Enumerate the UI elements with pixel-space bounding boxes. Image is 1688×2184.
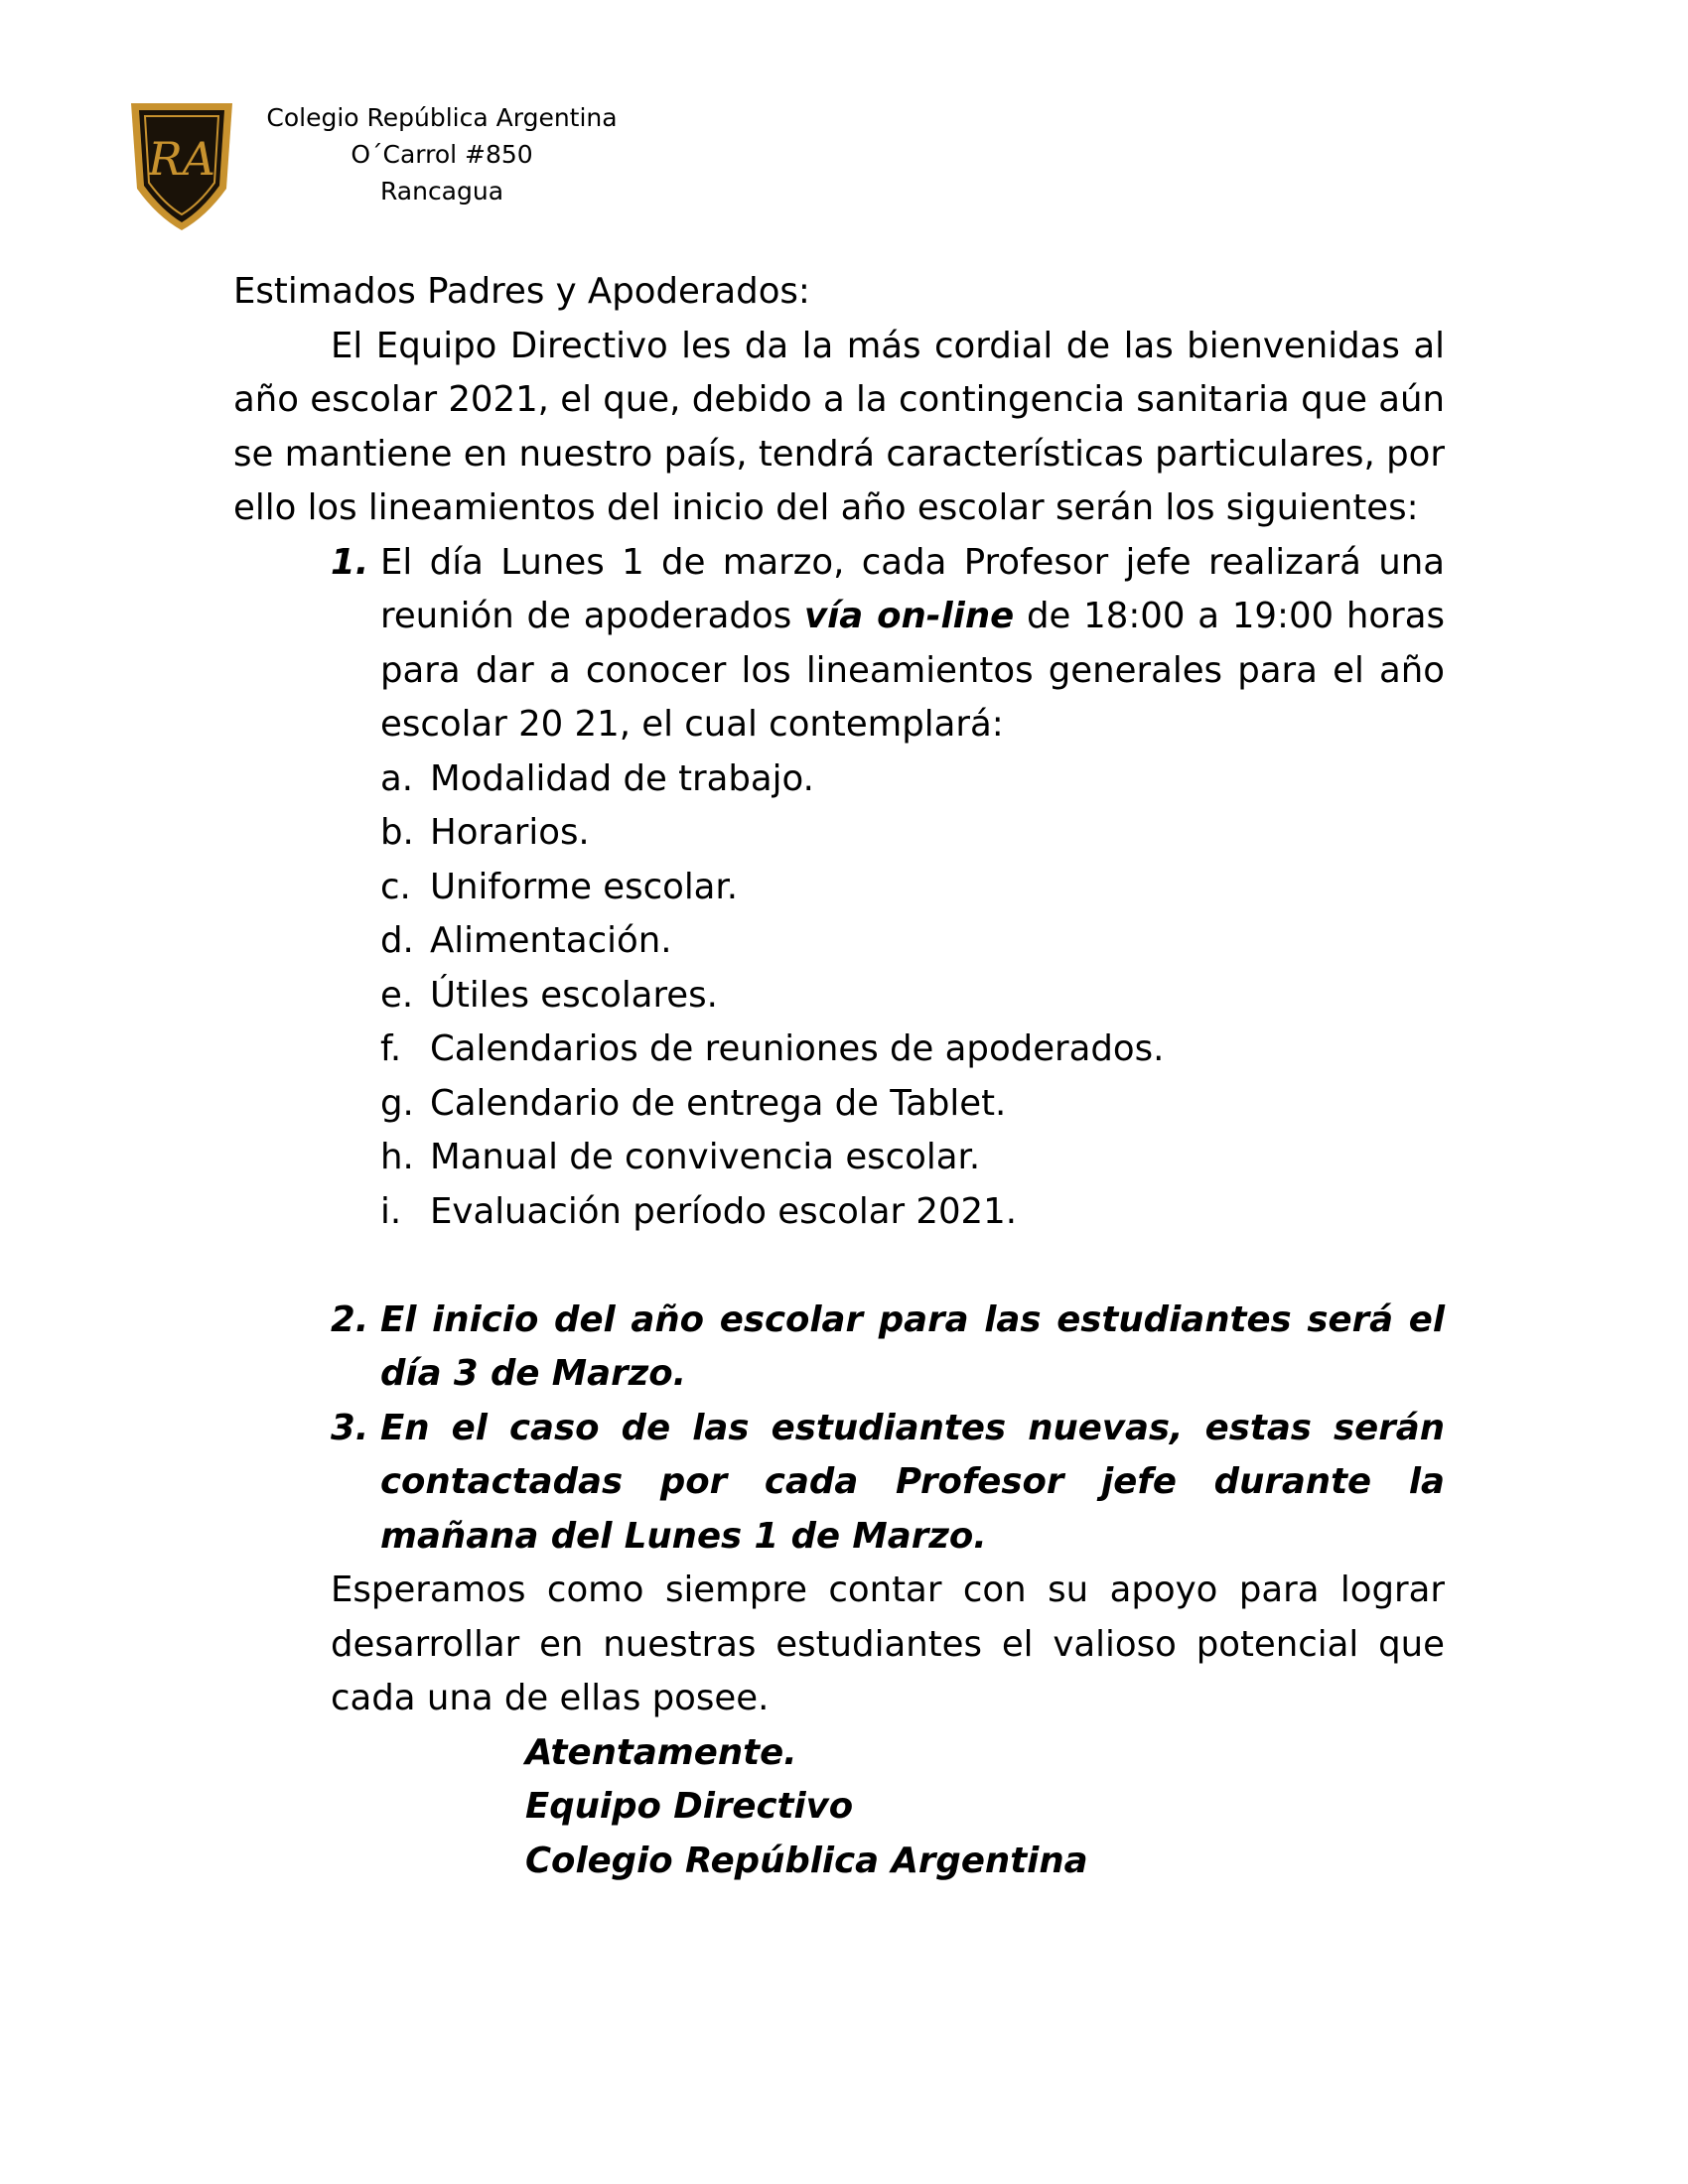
crest-monogram: RA — [148, 132, 215, 186]
item-1-text — [380, 536, 1445, 752]
sub-item-letter: g. — [380, 1082, 414, 1124]
sub-list-item — [380, 1077, 1445, 1132]
sub-item-letter: a. — [380, 757, 414, 799]
sub-item-letter: f. — [380, 1028, 402, 1069]
item-2-text: El inicio del año escolar para las estudiantes será el día 3 de Marzo. — [380, 1298, 1445, 1394]
sub-item-letter: h. — [380, 1137, 414, 1177]
sub-item-text: Horarios. — [430, 812, 590, 853]
sub-item-letter: c. — [380, 866, 411, 907]
sub-list-item — [380, 1185, 1445, 1240]
school-address: O´Carrol #850 — [351, 140, 533, 169]
numbered-item-2 — [331, 1294, 1445, 1402]
numbered-item-1 — [331, 536, 1445, 752]
numbered-item-3 — [331, 1402, 1445, 1565]
sub-item-text: Evaluación período escolar 2021. — [430, 1190, 1017, 1232]
sub-list-item — [380, 1131, 1445, 1185]
letter-intro: El Equipo Directivo les da la más cordial de las bienvenidas al año escolar 2021, el que, debido a la contingencia sanitaria que aún se mantiene en nuestro país, tendrá características particulares, por ello los lineamientos del inicio del año escolar serán los siguientes: — [233, 325, 1445, 528]
sub-item-text: Útiles escolares. — [430, 974, 718, 1016]
sub-item-letter: i. — [380, 1190, 402, 1232]
sub-list-item — [380, 1023, 1445, 1077]
signature-block — [525, 1726, 1445, 1889]
item-3-text: En el caso de las estudiantes nuevas, estas serán contactadas por cada Profesor jefe durante la mañana del Lunes 1 de Marzo. — [380, 1407, 1445, 1557]
sub-item-letter: d. — [380, 920, 414, 961]
school-crest-logo — [127, 99, 236, 234]
sub-item-text: Calendario de entrega de Tablet. — [430, 1082, 1007, 1124]
item-1-text-before: El día Lunes 1 de marzo, cada Profesor jefe realizará una reunión de apoderados — [380, 541, 1445, 636]
sub-list — [380, 752, 1445, 1240]
sub-item-text: Manual de convivencia escolar. — [430, 1137, 981, 1177]
sub-list-item — [380, 806, 1445, 861]
letter-body — [233, 265, 1445, 1888]
item-number: 3. — [331, 1407, 369, 1448]
sub-item-text: Alimentación. — [430, 920, 672, 961]
letter-closing: Esperamos como siempre contar con su apoyo para lograr desarrollar en nuestras estudiantes el valioso potencial que cada una de ellas posee. — [331, 1570, 1445, 1718]
sub-list-item — [380, 861, 1445, 915]
signature-line-2: Equipo Directivo — [525, 1786, 854, 1827]
sub-item-letter: b. — [380, 812, 414, 853]
item-1-text-after: de 18:00 a 19:00 horas para dar a conocer los lineamientos generales para el año escolar 20 21, el cual contemplará: — [380, 596, 1445, 745]
sub-item-text: Modalidad de trabajo. — [430, 757, 814, 799]
signature-line-3: Colegio República Argentina — [525, 1840, 1088, 1881]
item-number: 2. — [331, 1298, 369, 1340]
signature-line-1: Atentamente. — [525, 1731, 797, 1773]
blank-line — [233, 1239, 1445, 1294]
sub-list-item — [380, 914, 1445, 969]
sub-item-text: Calendarios de reuniones de apoderados. — [430, 1028, 1165, 1069]
sub-list-item — [380, 969, 1445, 1024]
item-1-emphasis: vía on-line — [803, 596, 1015, 636]
sub-item-text: Uniforme escolar. — [430, 866, 739, 907]
sub-list-item — [380, 752, 1445, 807]
school-header — [263, 99, 621, 209]
letter-greeting: Estimados Padres y Apoderados: — [233, 271, 810, 312]
sub-item-letter: e. — [380, 974, 414, 1016]
item-number: 1. — [331, 541, 369, 583]
school-city: Rancagua — [379, 177, 504, 205]
school-name: Colegio República Argentina — [266, 103, 618, 132]
